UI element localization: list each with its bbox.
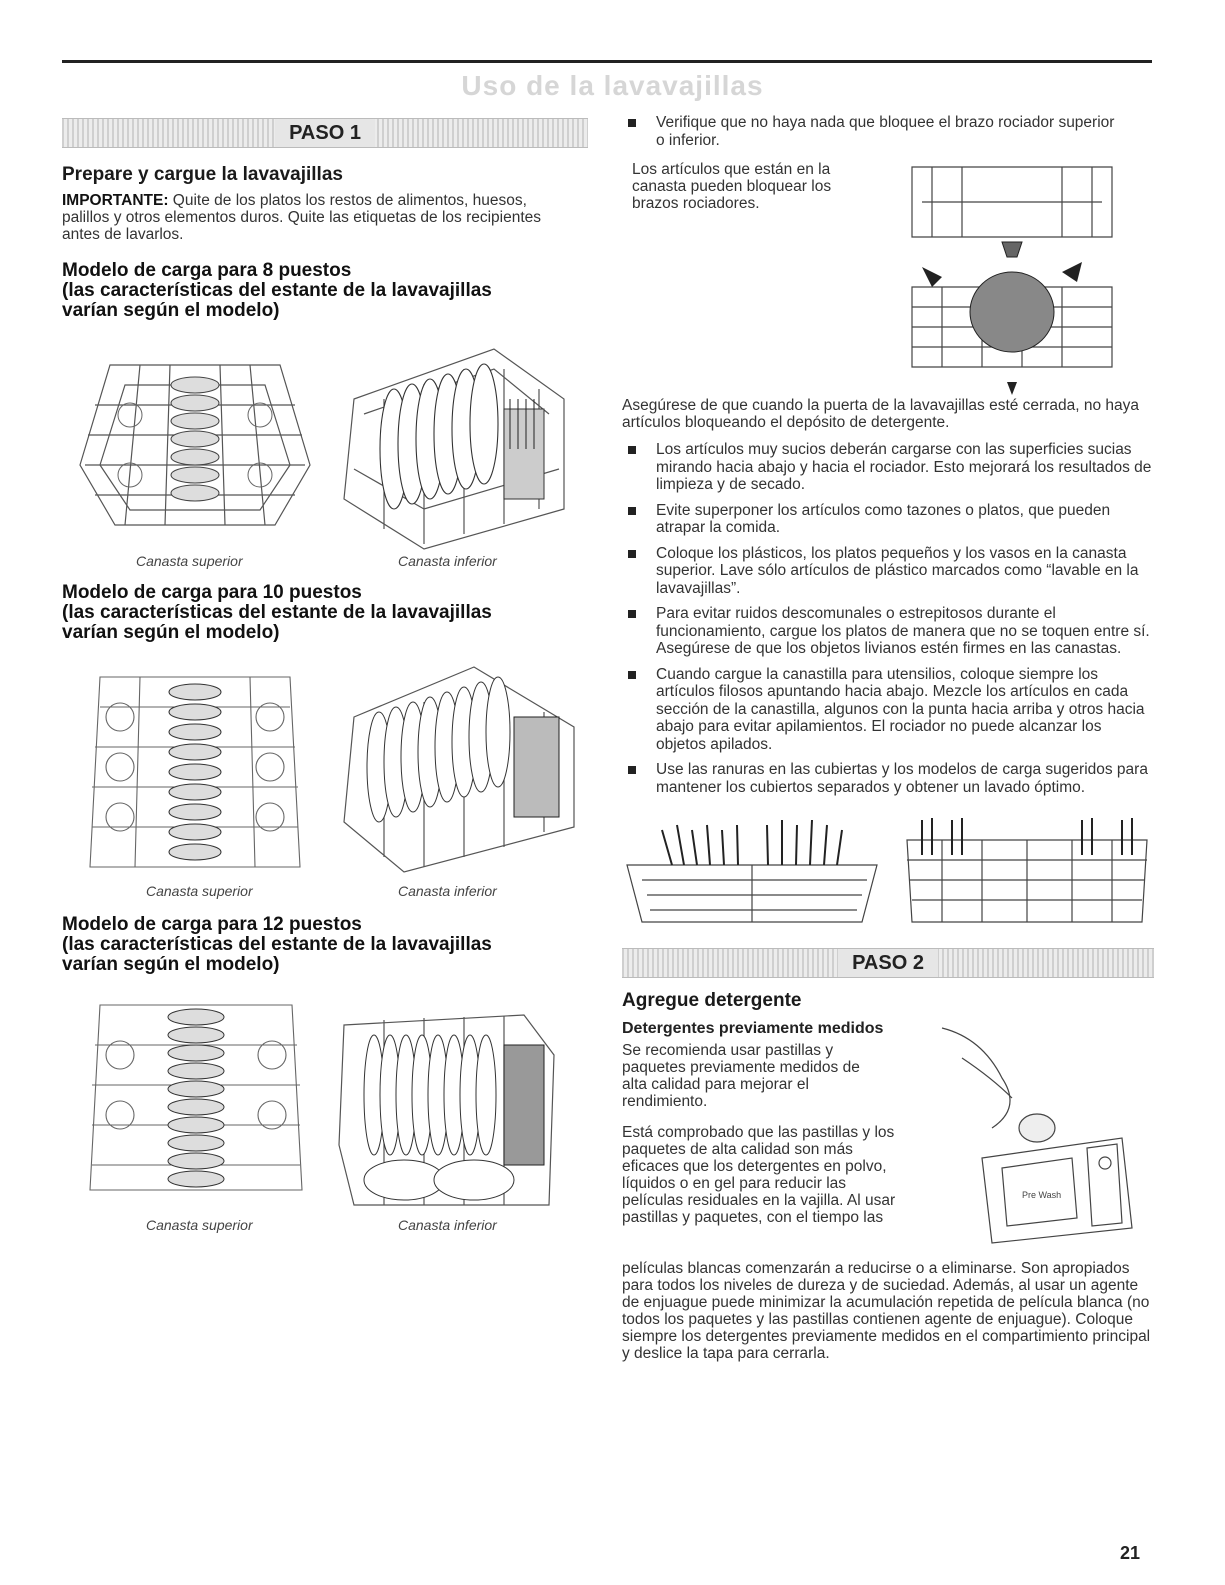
model-10-racks [62,657,588,905]
upper-rack-illustration [80,667,310,882]
page-number: 21 [1120,1543,1141,1563]
premeasured-p2a: Está comprobado que las pastillas y los paquetes de alta calidad son más eficaces que los detergentes en polvo, líquidos o en gel para reducir las películas residuales en la vajilla. Al usar pastillas y paquetes, con el tiempo las [622,1124,896,1226]
right-column [622,114,1154,1362]
list-item: Cuando cargue la canastilla para utensilios, coloque siempre los artículos filosos apuntando hacia abajo. Mezcle los artículos en cada sección de la canastilla, algunos con la punta hacia arriba y otros hacia abajo para evitar apilamientos. El rociador no puede alcanzar los objetos apilados. [622,666,1154,754]
spray-arm-illustration [902,157,1122,397]
caption-lower: Canasta inferior [398,1217,497,1233]
list-item: Para evitar ruidos descomunales o estrepitosos durante el funcionamiento, cargue los platos de manera que no se toquen entre sí. Asegúrese de que los objetos livianos estén firmes en las canastas. [622,605,1154,658]
top-rule [62,60,1152,63]
lower-rack-illustration [324,657,579,882]
model-heading-line: varían según el modelo) [62,300,280,321]
caption-lower: Canasta inferior [398,553,497,569]
model-heading-line: varían según el modelo) [62,622,280,643]
door-note: Asegúrese de que cuando la puerta de la lavavajillas esté cerrada, no haya artículos bloqueando el depósito de detergente. [622,397,1140,431]
premeasured-p2b: películas blancas comenzarán a reducirse o a eliminarse. Son apropiados para todos los niveles de dureza y de suciedad. Además, al usar un agente de enjuague puede minimizar la acumulación repetida de película blanca (no todos los paquetes y las pastillas contienen agente de enjuague). Coloque siempre los detergentes previamente medidos en el compartimiento principal y deslice la tapa para cerrarla. [622,1260,1151,1362]
silverware-basket-illustration [622,810,884,930]
caption-upper: Canasta superior [146,1217,253,1233]
list-item: Verifique que no haya nada que bloquee el brazo rociador superior o inferior. [622,114,1122,149]
model-heading-line: varían según el modelo) [62,954,280,975]
important-paragraph [62,192,572,243]
model-heading-line: Modelo de carga para 10 puestos [62,582,362,603]
loading-tips-list [622,441,1154,796]
list-item: Los artículos muy sucios deberán cargarse con las superficies sucias mirando hacia abajo y hacia el rociador. Esto mejorará los resultados de limpieza y de secado. [622,441,1154,494]
premeasured-p1: Se recomienda usar pastillas y paquetes previamente medidos de alta calidad para mejorar el rendimiento. [622,1042,860,1110]
lower-rack-illustration [324,339,574,554]
caption-lower: Canasta inferior [398,883,497,899]
model-12-racks [62,995,588,1245]
spray-note: Los artículos que están en la canasta pueden bloquear los brazos rociadores. [632,161,832,212]
detergent-heading: Agregue detergente [622,990,802,1011]
model-10-heading [62,583,588,643]
important-label: IMPORTANTE: [62,192,169,209]
dispenser-label: Pre Wash [1022,1190,1062,1200]
page-header: Uso de la lavavajillas [461,70,764,101]
spray-arm-section [622,157,1154,397]
step2-label: PASO 2 [838,949,938,977]
upper-rack-illustration [70,345,320,545]
step2-banner [622,948,1154,978]
dispenser-illustration [922,1018,1142,1258]
caption-upper: Canasta superior [136,553,243,569]
top-bullet-list [622,114,1154,149]
premeasured-section [622,1038,1154,1260]
step1-label: PASO 1 [275,119,375,147]
caption-upper: Canasta superior [146,883,253,899]
model-12-heading [62,915,588,975]
model-8-heading [62,261,588,321]
model-heading-line: (las características del estante de la lavavajillas [62,602,492,623]
model-8-racks [62,339,588,573]
silverware-baskets [622,804,1154,934]
premeasured-heading: Detergentes previamente medidos [622,1020,884,1037]
model-heading-line: (las características del estante de la lavavajillas [62,934,492,955]
step1-banner [62,118,588,148]
lower-rack-illustration [324,995,562,1215]
model-heading-line: Modelo de carga para 8 puestos [62,260,352,281]
list-item: Use las ranuras en las cubiertas y los modelos de carga sugeridos para mantener los cubiertos separados y obtener un lavado óptimo. [622,761,1154,796]
model-heading-line: (las características del estante de la lavavajillas [62,280,492,301]
left-column [62,118,588,1245]
list-item: Coloque los plásticos, los platos pequeños y los vasos en la canasta superior. Lave sólo artículos de plástico marcados como “lavable en la lavavajillas”. [622,545,1154,598]
important-text: Quite de los platos los restos de alimentos, huesos, palillos y otros elementos duros. Quite las etiquetas de los recipientes antes de lavarlos. [62,192,542,243]
list-item: Evite superponer los artículos como tazones o platos, que pueden atrapar la comida. [622,502,1154,537]
model-heading-line: Modelo de carga para 12 puestos [62,914,362,935]
upper-rack-illustration [80,995,312,1205]
prepare-heading: Prepare y cargue la lavavajillas [62,164,343,185]
silverware-basket-illustration [902,810,1152,930]
